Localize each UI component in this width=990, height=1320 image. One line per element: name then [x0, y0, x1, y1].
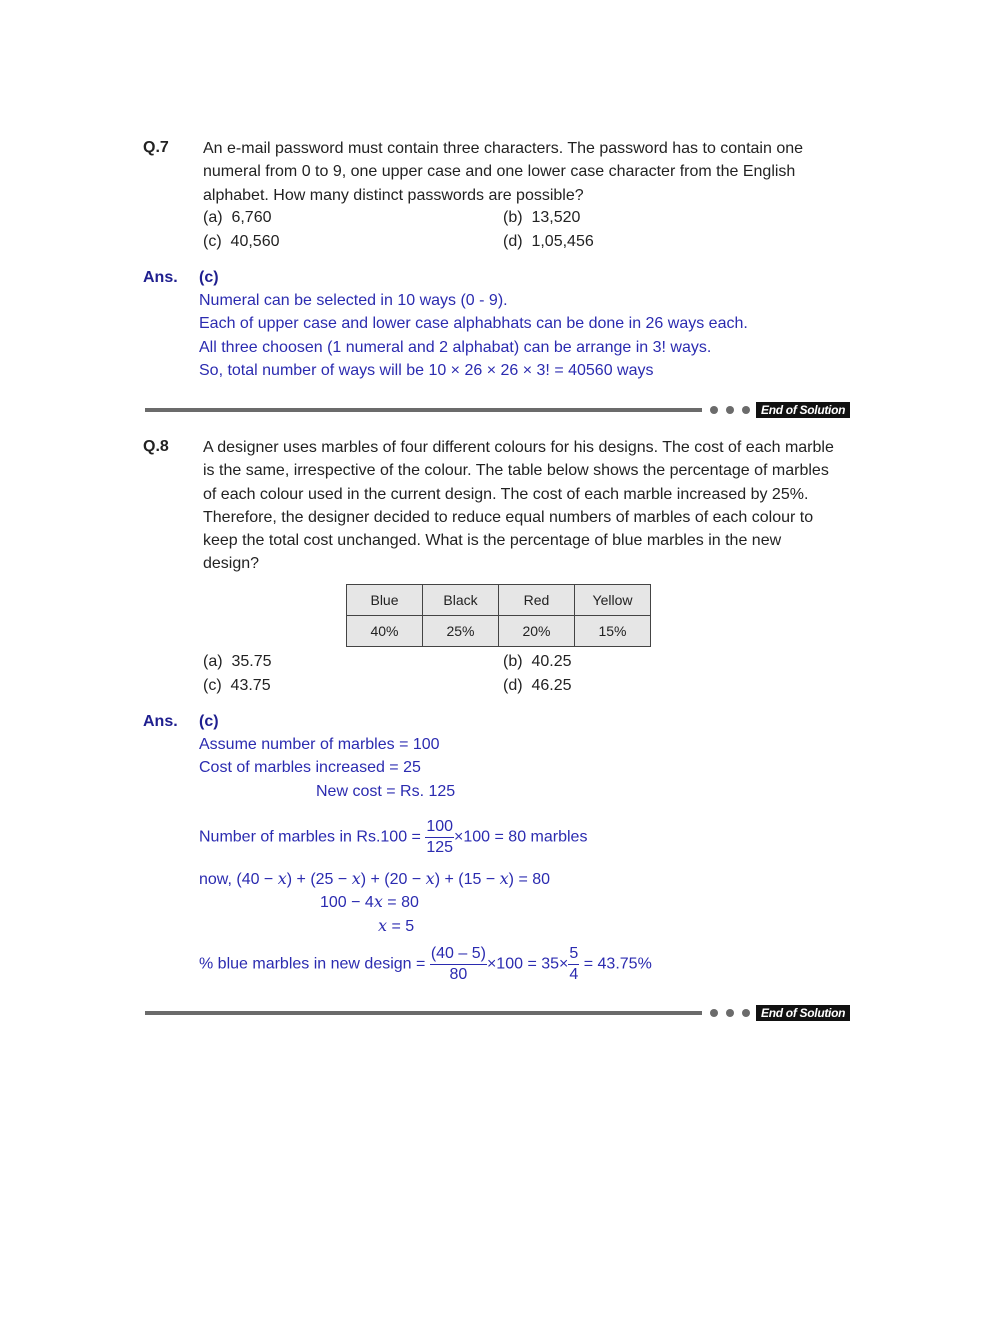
solution-equation [199, 944, 652, 985]
divider-dot [726, 1009, 734, 1017]
option-a: (a) 35.75 [203, 653, 272, 670]
divider-dot [710, 1009, 718, 1017]
question-line: A designer uses marbles of four different colours for his designs. The cost of each marble [203, 439, 834, 456]
option-c: (c) 40,560 [203, 233, 280, 250]
variable-x: x [351, 869, 361, 888]
equation-text: = 43.75% [583, 955, 652, 973]
option-b: (b) 40.25 [503, 653, 572, 670]
table-cell: 40% [347, 616, 423, 647]
solution-line: New cost = Rs. 125 [316, 783, 456, 800]
option-d: (d) 1,05,456 [503, 233, 594, 250]
variable-x: x [373, 892, 383, 911]
question-line: An e-mail password must contain three characters. The password has to contain one [203, 140, 804, 157]
solution-equation [199, 869, 550, 889]
divider-dot [742, 406, 750, 414]
divider-dot [710, 406, 718, 414]
solution-equation [199, 817, 587, 858]
equation-text: % blue marbles in new design = [199, 955, 426, 973]
equation-text: ) = 80 [508, 871, 551, 888]
divider-line [145, 1011, 702, 1015]
equation-text: ×100 = 80 marbles [454, 828, 588, 846]
option-b: (b) 13,520 [503, 209, 581, 226]
fraction-denominator: 80 [449, 966, 468, 983]
question-7-number: Q.7 [143, 139, 169, 156]
option-a: (a) 6,760 [203, 209, 272, 226]
option-c: (c) 43.75 [203, 677, 271, 694]
table-cell: 20% [499, 616, 575, 647]
end-of-solution-badge: End of Solution [756, 402, 850, 418]
fraction [425, 817, 454, 858]
solution-line: Assume number of marbles = 100 [199, 736, 440, 753]
solution-equation [378, 916, 414, 936]
equation-text: = 5 [387, 918, 415, 935]
variable-x: x [378, 916, 388, 935]
solution-line: So, total number of ways will be 10 × 26 × 26 × 3! = 40560 ways [199, 362, 654, 379]
equation-text: ) + (15 − [434, 871, 496, 888]
fraction [430, 944, 487, 985]
marble-table [346, 584, 651, 647]
question-line: design? [203, 555, 260, 573]
divider-line [145, 408, 702, 412]
equation-text: ×100 = 35× [486, 955, 569, 973]
table-cell: 15% [575, 616, 651, 647]
fraction-denominator: 4 [569, 966, 579, 983]
equation-text: ) + (20 − [360, 871, 422, 888]
equation-text: Number of marbles in Rs.100 = [199, 828, 421, 846]
divider-dot [742, 1009, 750, 1017]
table-header-cell: Red [499, 585, 575, 616]
fraction-numerator: 100 [425, 817, 454, 838]
question-8-number: Q.8 [143, 438, 169, 455]
question-line: Therefore, the designer decided to reduce equal numbers of marbles of each colour to [203, 508, 814, 526]
fraction-denominator: 125 [426, 839, 454, 856]
question-8-text [203, 436, 847, 576]
answer-label: Ans. [143, 713, 178, 730]
answer-label: Ans. [143, 269, 178, 286]
variable-x: x [277, 869, 287, 888]
table-header-cell: Black [423, 585, 499, 616]
variable-x: x [499, 869, 509, 888]
solution-line: Numeral can be selected in 10 ways (0 - 9). [199, 292, 508, 309]
question-line: keep the total cost unchanged. What is the percentage of blue marbles in the new [203, 532, 782, 550]
question-line: of each colour used in the current design. The cost of each marble increased by 25%. [203, 485, 809, 503]
variable-x: x [425, 869, 435, 888]
answer-choice: (c) [199, 713, 219, 730]
solution-line: Each of upper case and lower case alphabhats can be done in 26 ways each. [199, 315, 748, 332]
table-header-cell: Blue [347, 585, 423, 616]
option-d: (d) 46.25 [503, 677, 572, 694]
answer-choice: (c) [199, 269, 219, 286]
table-cell: 25% [423, 616, 499, 647]
divider-dot [726, 406, 734, 414]
solution-equation [320, 892, 419, 912]
question-line: alphabet. How many distinct passwords are possible? [203, 186, 584, 204]
end-of-solution-badge: End of Solution [756, 1005, 850, 1021]
question-7-text [203, 137, 847, 207]
solution-line: All three choosen (1 numeral and 2 alphabat) can be arrange in 3! ways. [199, 339, 712, 356]
equation-text: now, (40 − [199, 871, 274, 888]
table-header-cell: Yellow [575, 585, 651, 616]
question-line: numeral from 0 to 9, one upper case and one lower case character from the English [203, 163, 796, 181]
table-header-row [347, 585, 651, 616]
fraction [568, 944, 579, 985]
equation-text: 100 − 4 [320, 894, 374, 911]
table-row [347, 616, 651, 647]
solution-line: Cost of marbles increased = 25 [199, 759, 421, 776]
fraction-numerator: (40 – 5) [430, 944, 487, 965]
question-line: is the same, irrespective of the colour. The table below shows the percentage of marbles [203, 462, 829, 480]
fraction-numerator: 5 [568, 944, 579, 965]
equation-text: ) + (25 − [286, 871, 348, 888]
equation-text: = 80 [382, 894, 419, 911]
